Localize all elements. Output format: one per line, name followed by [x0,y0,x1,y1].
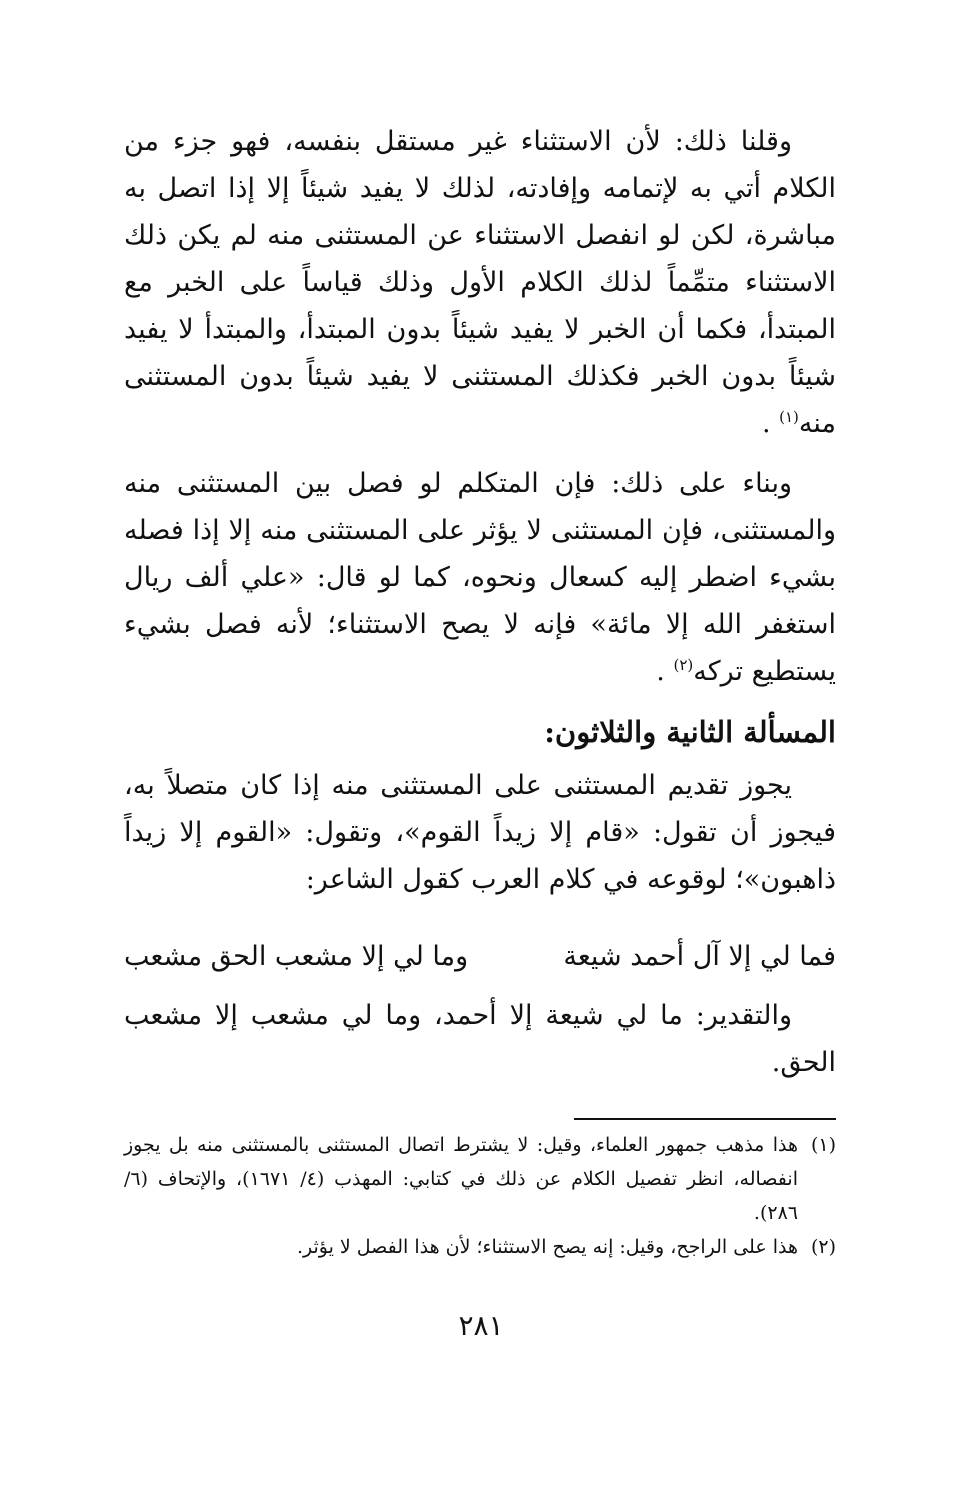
paragraph-2 [124,460,836,695]
page-number: ٢٨١ [458,1309,504,1342]
footnote-1-number: (١) [810,1134,836,1156]
footnote-separator [574,1118,836,1120]
paragraph-1-text: وقلنا ذلك: لأن الاستثناء غير مستقل بنفسه، فهو جزء من الكلام أتي به لإتمامه وإفادته، لذلك لا يفيد شيئاً إلا إذا اتصل به مباشرة، لكن لو انفصل الاستثناء عن المستثنى منه لم يكن ذلك الاستثناء متمِّماً لذلك الكلام الأول وذلك قياساً على الخبر مع المبتدأ، فكما أن الخبر لا يفيد شيئاً بدون المبتدأ، والمبتدأ لا يفيد شيئاً بدون الخبر فكذلك المستثنى لا يفيد شيئاً بدون المستثنى منه [124,126,836,439]
footnote-1-text: هذا مذهب جمهور العلماء، وقيل: لا يشترط اتصال المستثنى بالمستثنى منه بل يجوز انفصاله، انظر تفصيل الكلام عن ذلك في كتابي: المهذب (٤/ ١٦٧١)، والإتحاف (٦/ ٢٨٦). [124,1134,798,1224]
paragraph-1 [124,118,836,447]
footnotes-section [124,1128,836,1264]
footnote-2 [124,1230,836,1264]
poetry-verse [124,935,836,979]
footnote-1 [124,1128,836,1230]
section-heading: المسألة الثانية والثلاثون: [544,715,836,749]
footnote-ref-2: (٢) [673,656,694,674]
paragraph-4-text: والتقدير: ما لي شيعة إلا أحمد، وما لي مشعب إلا مشعب الحق. [124,1000,836,1078]
verse-second-hemistich: وما لي إلا مشعب الحق مشعب [124,941,469,972]
footnote-2-text: هذا على الراجح، وقيل: إنه يصح الاستثناء؛ لأن هذا الفصل لا يؤثر. [296,1236,798,1258]
paragraph-2-text: وبناء على ذلك: فإن المتكلم لو فصل بين المستثنى منه والمستثنى، فإن المستثنى لا يؤثر على المستثنى منه إلا إذا فصله بشيء اضطر إليه كسعال ونحوه، كما لو قال: «علي ألف ريال استغفر الله إلا مائة» فإنه لا يصح الاستثناء؛ لأنه فصل بشيء يستطيع تركه [124,468,836,687]
paragraph-2-end: . [656,656,665,687]
paragraph-3 [124,762,836,903]
verse-first-hemistich: فما لي إلا آل أحمد شيعة [563,941,836,972]
paragraph-3-text: يجوز تقديم المستثنى على المستثنى منه إذا كان متصلاً به، فيجوز أن تقول: «قام إلا زيداً القوم»، وتقول: «القوم إلا زيداً ذاهبون»؛ لوقوعه في كلام العرب كقول الشاعر: [124,770,836,895]
footnote-2-number: (٢) [810,1236,836,1258]
paragraph-4 [124,992,836,1086]
footnote-ref-1: (١) [779,408,799,426]
paragraph-1-end: . [761,408,771,439]
